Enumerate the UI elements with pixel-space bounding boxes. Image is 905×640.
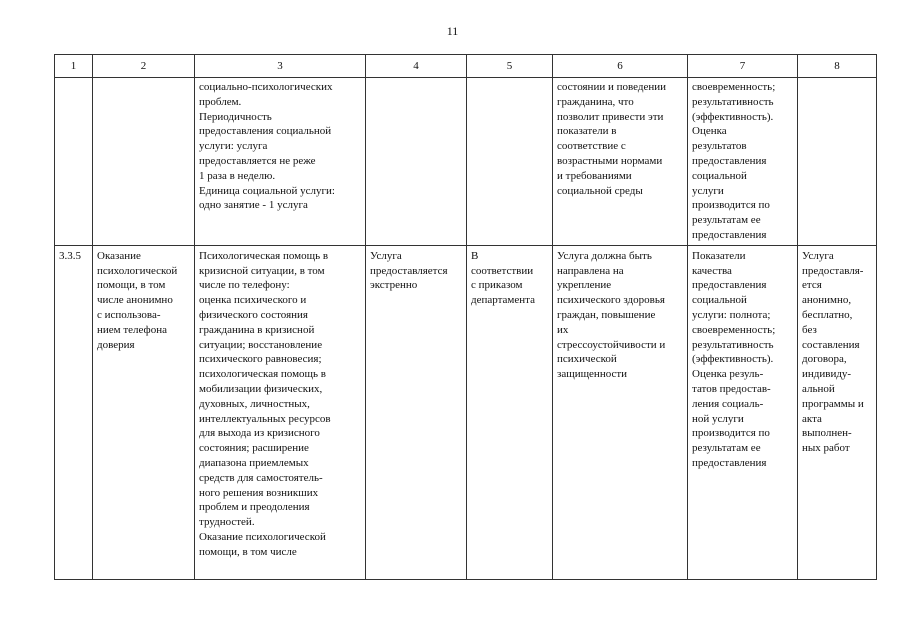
cell-norms [467, 78, 553, 246]
cell-conditions: Услуга предоставля- ется анонимно, бесплатно, без составления договора, индивиду- альной программы и акта выполнен- ных работ [798, 245, 877, 579]
column-number: 8 [798, 55, 877, 78]
cell-service-description: Психологическая помощь в кризисной ситуации, в том числе по телефону: оценка психического и физического состояния гражданина в кризисной ситуации; восстановление психического равновесия; психологическая помощь в мобилизации физических, духовных, личностных, интеллектуальных ресурсов для выхода из кризисного состояния; расширение диапазона приемлемых средств для самостоятель- ного решения возникших проблем и преодоления трудностей. Оказание психологической помощи, в том числе [195, 245, 366, 579]
column-number: 6 [553, 55, 688, 78]
cell-service-name [93, 78, 195, 246]
column-number: 7 [688, 55, 798, 78]
cell-item-number: 3.3.5 [55, 245, 93, 579]
cell-delivery-timing: Услуга предоставляется экстренно [366, 245, 467, 579]
table-row [55, 78, 877, 246]
table-row [55, 245, 877, 579]
services-table [54, 54, 877, 580]
cell-quality-indicators: своевременность; результативность (эффективность). Оценка результатов предоставления социальной услуги производится по результатам ее предоставления [688, 78, 798, 246]
cell-service-name: Оказание психологической помощи, в том числе анонимно с использова- нием телефона доверия [93, 245, 195, 579]
page-number: 11 [446, 24, 459, 38]
column-number: 5 [467, 55, 553, 78]
cell-item-number [55, 78, 93, 246]
cell-quality-indicators: Показатели качества предоставления социальной услуги: полнота; своевременность; результативность (эффективность). Оценка резуль- татов предостав- ления социаль- ной услуги производится по результатам ее предоставления [688, 245, 798, 579]
column-number: 4 [366, 55, 467, 78]
cell-requirements: состоянии и поведении гражданина, что позволит привести эти показатели в соответствие с возрастными нормами и требованиями социальной среды [553, 78, 688, 246]
column-number: 3 [195, 55, 366, 78]
column-number: 1 [55, 55, 93, 78]
cell-service-description: социально-психологических проблем. Периодичность предоставления социальной услуги: услуга предоставляется не реже 1 раза в неделю. Единица социальной услуги: одно занятие - 1 услуга [195, 78, 366, 246]
cell-conditions [798, 78, 877, 246]
column-number: 2 [93, 55, 195, 78]
column-number-row [55, 55, 877, 78]
cell-delivery-timing [366, 78, 467, 246]
cell-requirements: Услуга должна быть направлена на укрепление психического здоровья граждан, повышение их стрессоустойчивости и психической защищенности [553, 245, 688, 579]
cell-norms: В соответствии с приказом департамента [467, 245, 553, 579]
